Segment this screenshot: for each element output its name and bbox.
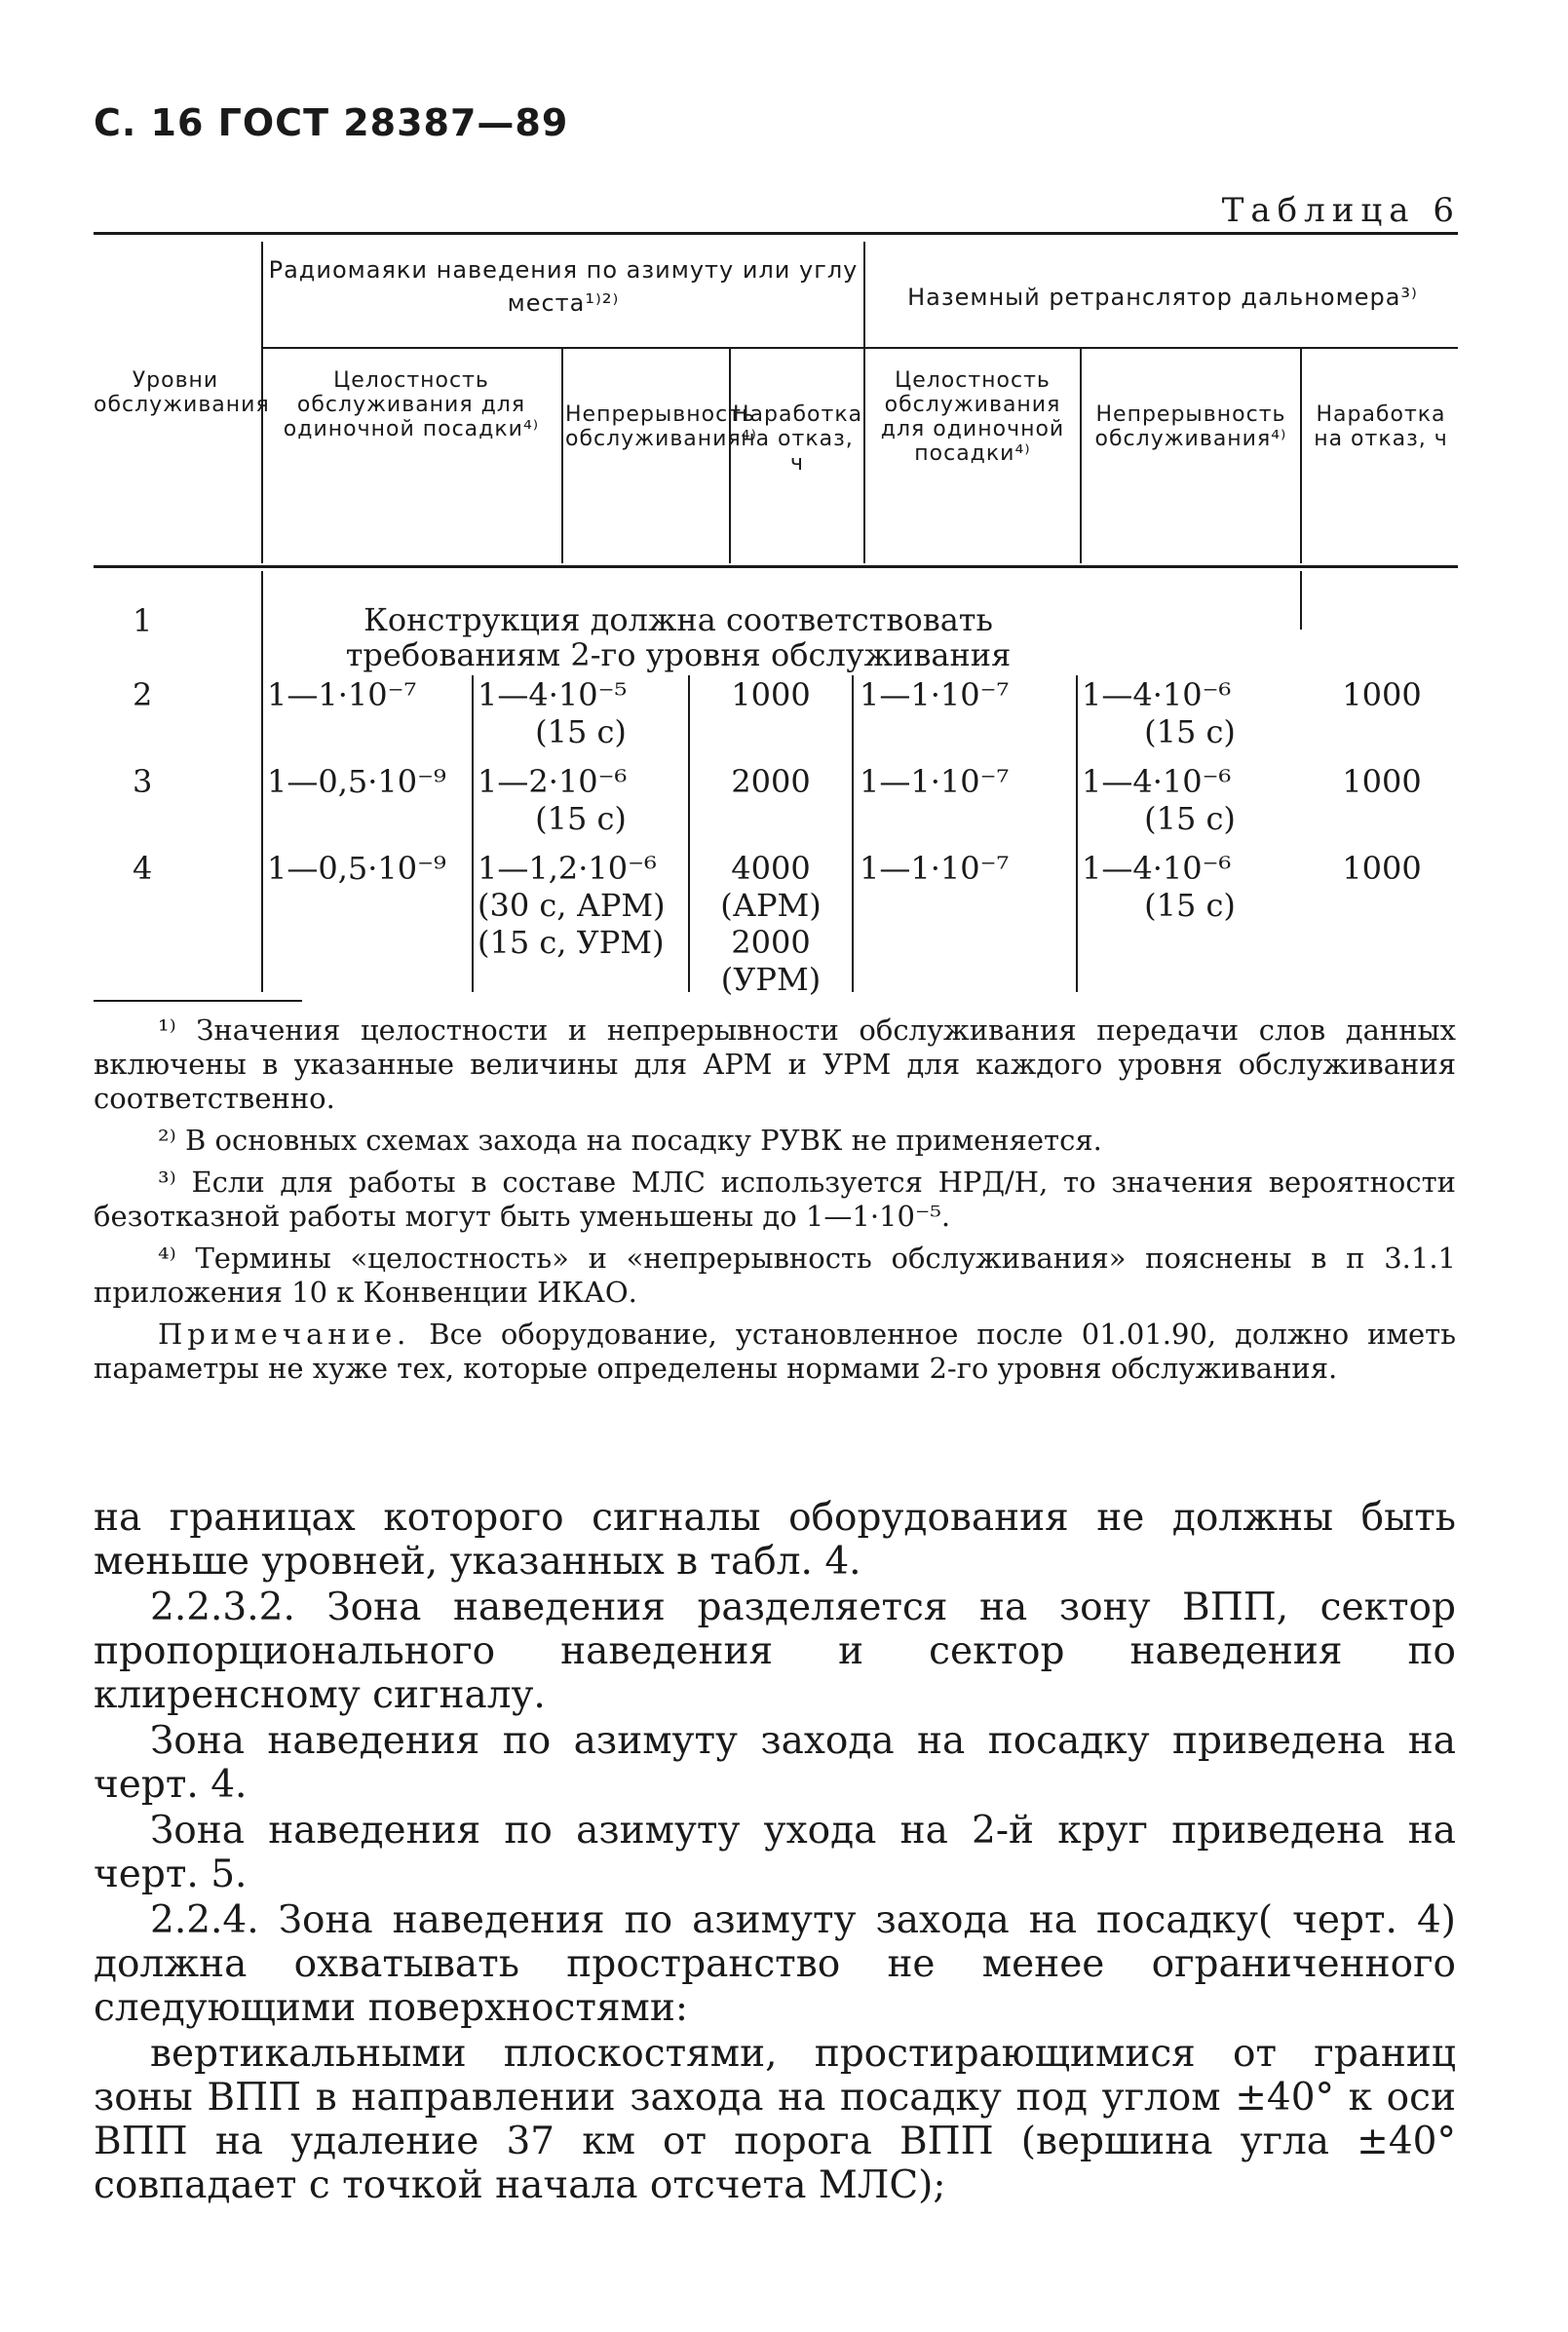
r3-continuity-2: 1—4·10⁻⁶	[1082, 763, 1232, 800]
r2-continuity-2-time: (15 с)	[1144, 713, 1236, 750]
level-2: 2	[133, 676, 153, 713]
note-text: Все оборудование, установленное после 01.01.90, должно иметь параметры не хуже тех, которые определены нормами 2-го уровня обслуживания.	[94, 1318, 1456, 1385]
r4-mtbf-1-arm: (АРМ)	[720, 887, 822, 924]
table-6	[94, 232, 1458, 998]
footnote-2: ²⁾ В основных схемах захода на посадку РУВК не применяется.	[158, 1124, 1102, 1157]
footnote-rule	[94, 1000, 302, 1002]
r4-mtbf-1: 4000	[731, 850, 811, 887]
row-1-merged: Конструкция должна соответствовать требованиям 2-го уровня обслуживания	[345, 601, 1012, 673]
footnote-3: ³⁾ Если для работы в составе МЛС используется НРД/Н, то значения вероятности безотказной работы могут быть уменьшены до 1—1·10⁻⁵.	[94, 1166, 1456, 1233]
r4-integrity-1: 1—0,5·10⁻⁹	[267, 850, 446, 887]
footnote-1: ¹⁾ Значения целостности и непрерывности обслуживания передачи слов данных включены в указанные величины для АРМ и УРМ для каждого уровня обслуживания соответственно.	[94, 1013, 1456, 1115]
header-mtbf-2: Наработка на отказ, ч	[1314, 402, 1448, 451]
r4-continuity-1: 1—1,2·10⁻⁶	[478, 850, 657, 887]
header-group-beacons: Радиомаяки наведения по азимуту или углу места¹⁾²⁾	[268, 256, 859, 317]
r2-continuity-2: 1—4·10⁻⁶	[1082, 676, 1232, 713]
r4-mtbf-1-urm-value: 2000	[731, 924, 811, 961]
header-integrity-1: Целостность обслуживания для одиночной посадки⁴⁾	[283, 368, 540, 441]
r2-continuity-1: 1—4·10⁻⁵	[478, 676, 628, 713]
paragraph-continuation: на границах которого сигналы оборудования не должны быть меньше уровней, указанных в табл. 4.	[94, 1496, 1456, 1584]
r3-mtbf-2: 1000	[1342, 763, 1422, 800]
header-continuity-1: Непрерывность обслуживания⁴⁾	[565, 402, 757, 451]
header-mtbf-1: Наработка на отказ, ч	[733, 402, 863, 476]
paragraph-approach-zone: Зона наведения по азимуту захода на посадку приведена на черт. 4.	[94, 1719, 1456, 1807]
r4-continuity-1-arm: (30 с, АРМ)	[478, 887, 666, 924]
r2-mtbf-2: 1000	[1342, 676, 1422, 713]
r4-mtbf-1-urm: (УРМ)	[720, 961, 822, 998]
body-text	[94, 1496, 1456, 2209]
header-integrity-2: Целостность обслуживания для одиночной посадки⁴⁾	[880, 368, 1065, 466]
paragraph-missed-approach-zone: Зона наведения по азимуту ухода на 2-й круг приведена на черт. 5.	[94, 1809, 1456, 1896]
level-4: 4	[133, 850, 153, 887]
r2-integrity-1: 1—1·10⁻⁷	[267, 676, 417, 713]
r4-continuity-1-urm: (15 с, УРМ)	[478, 924, 665, 961]
note-label: Примечание.	[158, 1318, 411, 1351]
table-caption: Таблица 6	[1221, 191, 1461, 230]
level-3: 3	[133, 763, 153, 800]
r2-continuity-1-time: (15 с)	[535, 713, 627, 750]
r4-integrity-2: 1—1·10⁻⁷	[860, 850, 1010, 887]
footnotes	[94, 1013, 1456, 1394]
header-levels: Уровни обслуживания	[94, 368, 270, 417]
r4-mtbf-2: 1000	[1342, 850, 1422, 887]
r2-integrity-2: 1—1·10⁻⁷	[860, 676, 1010, 713]
r3-integrity-1: 1—0,5·10⁻⁹	[267, 763, 446, 800]
r2-mtbf-1: 1000	[731, 676, 811, 713]
footnote-4: ⁴⁾ Термины «целостность» и «непрерывность обслуживания» пояснены в п 3.1.1 приложения 10 к Конвенции ИКАО.	[94, 1242, 1456, 1309]
table-note	[94, 1318, 1456, 1386]
paragraph-2-2-4: 2.2.4. Зона наведения по азимуту захода на посадку( черт. 4) должна охватывать пространство не менее ограниченного следующими поверхностями:	[94, 1898, 1456, 2030]
r4-continuity-2-time: (15 с)	[1144, 887, 1236, 924]
r3-continuity-2-time: (15 с)	[1144, 800, 1236, 837]
r3-mtbf-1: 2000	[731, 763, 811, 800]
header-group-dme: Наземный ретранслятор дальномера³⁾	[907, 284, 1418, 311]
r3-continuity-1-time: (15 с)	[535, 800, 627, 837]
r3-continuity-1: 1—2·10⁻⁶	[478, 763, 628, 800]
r3-integrity-2: 1—1·10⁻⁷	[860, 763, 1010, 800]
level-1: 1	[133, 602, 153, 639]
r4-continuity-2: 1—4·10⁻⁶	[1082, 850, 1232, 887]
page-header: С. 16 ГОСТ 28387—89	[94, 101, 569, 144]
paragraph-2-2-3-2: 2.2.3.2. Зона наведения разделяется на зону ВПП, сектор пропорционального наведения и сектор наведения по клиренсному сигналу.	[94, 1586, 1456, 1717]
header-continuity-2: Непрерывность обслуживания⁴⁾	[1094, 402, 1287, 451]
paragraph-vertical-planes: вертикальными плоскостями, простирающимися от границ зоны ВПП в направлении захода на посадку под углом ±40° к оси ВПП на удаление 37 км от порога ВПП (вершина угла ±40° совпадает с точкой начала отсчета МЛС);	[94, 2032, 1456, 2207]
